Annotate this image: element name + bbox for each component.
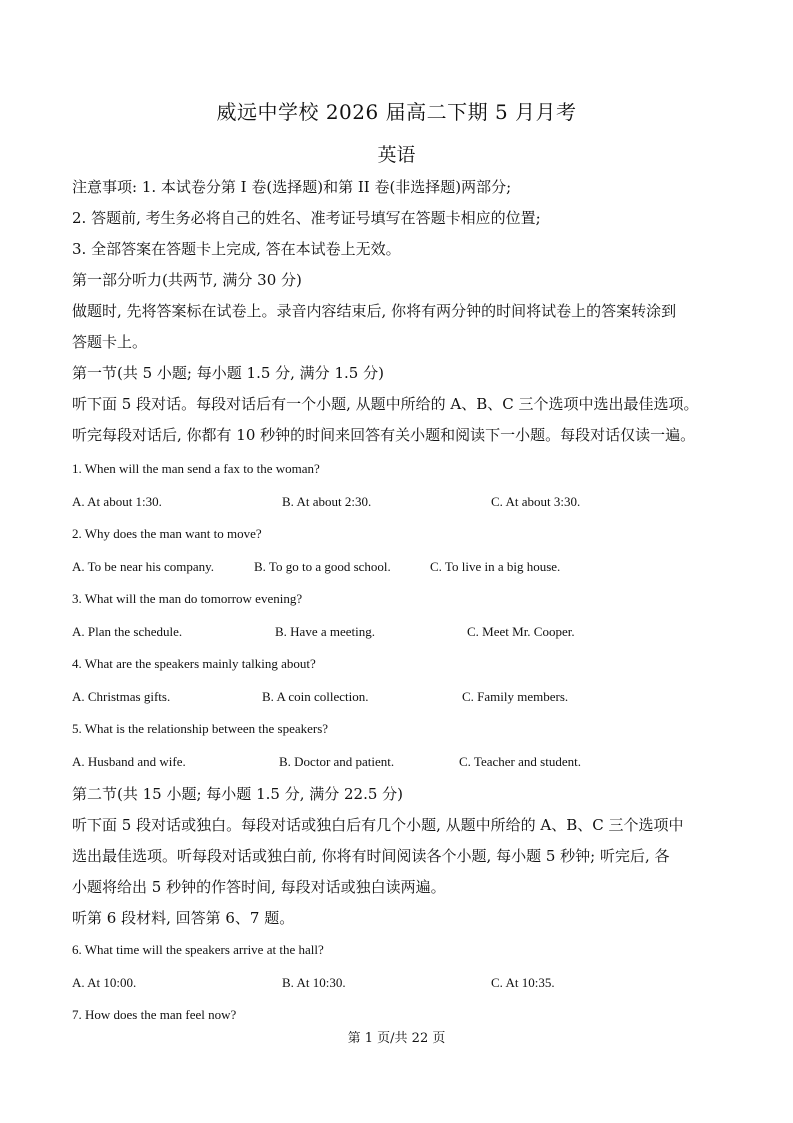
question-5-option-a: A. Husband and wife. [72, 754, 186, 769]
question-3-option-c: C. Meet Mr. Cooper. [467, 624, 575, 639]
exam-title: 威远中学校 2026 届高二下期 5 月月考 [216, 100, 577, 124]
question-2-option-b: B. To go to a good school. [254, 559, 391, 574]
notes-line-3: 3. 全部答案在答题卡上完成, 答在本试卷上无效。 [72, 240, 401, 258]
question-7: 7. How does the man feel now? [72, 1007, 237, 1022]
page-number-footer: 第 1 页/共 22 页 [347, 1031, 446, 1046]
question-2-option-c: C. To live in a big house. [430, 559, 561, 574]
question-1: 1. When will the man send a fax to the woman? [72, 461, 320, 476]
section2-instruction-2: 选出最佳选项。听每段对话或独白前, 你将有时间阅读各个小题, 每小题 5 秒钟; 听完后, 各 [72, 847, 670, 865]
exam-subject: 英语 [377, 144, 416, 166]
question-3: 3. What will the man do tomorrow evening? [72, 591, 303, 606]
question-4-option-b: B. A coin collection. [262, 689, 369, 704]
question-6-option-a: A. At 10:00. [72, 975, 137, 990]
question-5-option-c: C. Teacher and student. [459, 754, 581, 769]
question-2-option-a: A. To be near his company. [72, 559, 215, 574]
question-4: 4. What are the speakers mainly talking about? [72, 656, 316, 671]
question-6: 6. What time will the speakers arrive at the hall? [72, 942, 324, 957]
question-5-option-b: B. Doctor and patient. [279, 754, 395, 769]
section2-material-6: 听第 6 段材料, 回答第 6、7 题。 [72, 909, 295, 927]
question-5: 5. What is the relationship between the speakers? [72, 721, 329, 736]
question-6-option-b: B. At 10:30. [282, 975, 346, 990]
question-6-option-c: C. At 10:35. [491, 975, 555, 990]
section1-instruction-1: 听下面 5 段对话。每段对话后有一个小题, 从题中所给的 A、B、C 三个选项中选出最佳选项。 [72, 395, 699, 413]
notes-line-2: 2. 答题前, 考生务必将自己的姓名、准考证号填写在答题卡相应的位置; [72, 209, 541, 227]
question-2: 2. Why does the man want to move? [72, 526, 262, 541]
section2-heading: 第二节(共 15 小题; 每小题 1.5 分, 满分 22.5 分) [72, 785, 404, 803]
question-1-option-a: A. At about 1:30. [72, 494, 162, 509]
question-1-option-c: C. At about 3:30. [491, 494, 581, 509]
section1-instruction-2: 听完每段对话后, 你都有 10 秒钟的时间来回答有关小题和阅读下一小题。每段对话仅读一遍。 [72, 426, 696, 444]
part1-instruction-2: 答题卡上。 [72, 333, 148, 351]
section2-instruction-3: 小题将给出 5 秒钟的作答时间, 每段对话或独白读两遍。 [72, 878, 446, 896]
question-4-option-c: C. Family members. [462, 689, 569, 704]
part1-instruction-1: 做题时, 先将答案标在试卷上。录音内容结束后, 你将有两分钟的时间将试卷上的答案转涂到 [72, 302, 677, 320]
section2-instruction-1: 听下面 5 段对话或独白。每段对话或独白后有几个小题, 从题中所给的 A、B、C 三个选项中 [72, 816, 684, 834]
notes-line-1: 注意事项: 1. 本试卷分第 I 卷(选择题)和第 II 卷(非选择题)两部分; [72, 178, 512, 196]
question-3-option-b: B. Have a meeting. [275, 624, 375, 639]
question-4-option-a: A. Christmas gifts. [72, 689, 171, 704]
part1-heading: 第一部分听力(共两节, 满分 30 分) [72, 271, 302, 289]
question-1-option-b: B. At about 2:30. [282, 494, 372, 509]
question-3-option-a: A. Plan the schedule. [72, 624, 183, 639]
section1-heading: 第一节(共 5 小题; 每小题 1.5 分, 满分 1.5 分) [72, 364, 384, 382]
